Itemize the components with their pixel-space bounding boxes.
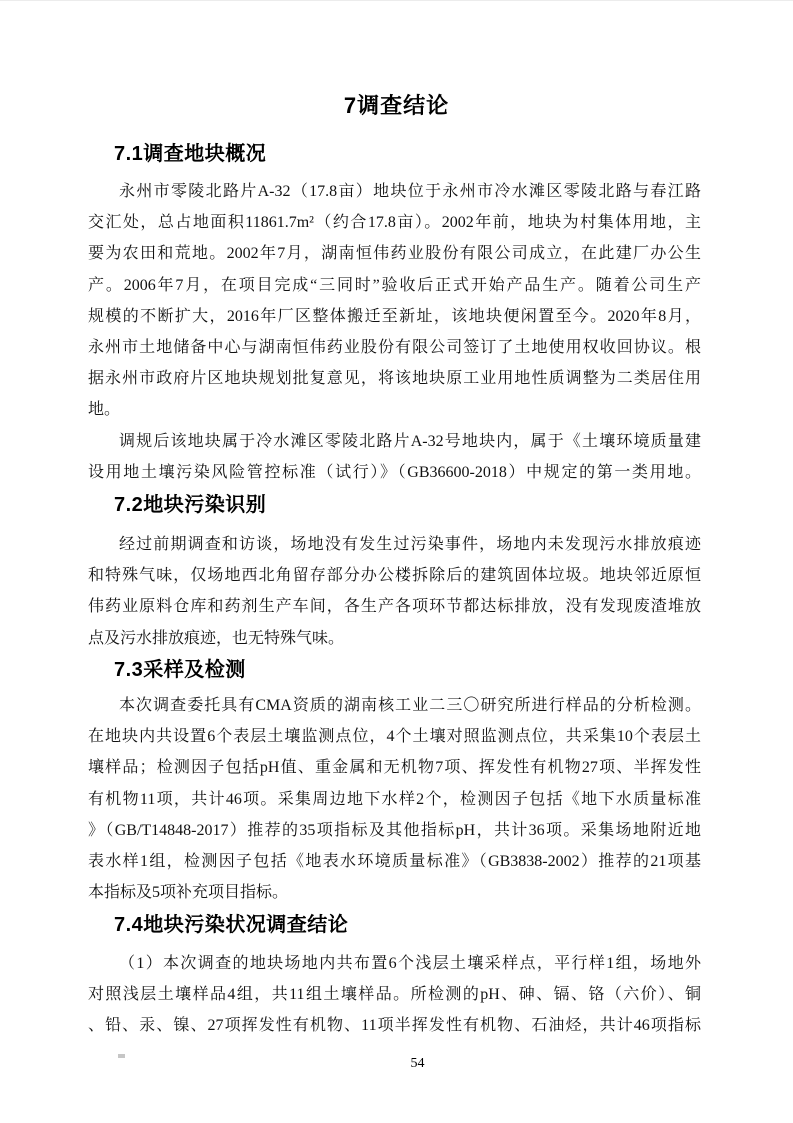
paragraph-line: （1）本次调查的地块场地内共布置6个浅层土壤采样点，平行样1组，场地外 [119, 955, 701, 972]
paragraph-line: 本次调查委托具有CMA资质的湖南核工业二三〇研究所进行样品的分析检测。 [119, 697, 701, 714]
paragraph-line: 有机物11项，共计46项。采集周边地下水样2个，检测因子包括《地下水质量标准 [88, 790, 701, 808]
paragraph-line: 壤样品；检测因子包括pH值、重金属和无机物7项、挥发性有机物27项、半挥发性 [88, 759, 701, 777]
paragraph-line: 对照浅层土壤样品4组，共11组土壤样品。所检测的pH、砷、镉、铬（六价）、铜 [88, 986, 701, 1004]
section-heading-7-3: 7.3采样及检测 [114, 659, 246, 681]
paragraph-line: 调规后该地块属于冷水滩区零陵北路片A-32号地块内，属于《土壤环境质量建 [119, 432, 701, 450]
section-heading-7-4: 7.4地块污染状况调查结论 [114, 914, 349, 936]
section-body-7-2 [88, 529, 701, 654]
paragraph-line: 产。2006年7月，在项目完成“三同时”验收后正式开始产品生产。随着公司生产 [88, 276, 701, 294]
paragraph-line: 伟药业原料仓库和药剂生产车间，各生产各项环节都达标排放，没有发现废渣堆放 [88, 598, 701, 616]
paragraph-line: 在地块内共设置6个表层土壤监测点位，4个土壤对照监测点位，共采集10个表层土 [88, 728, 701, 746]
paragraph-line: 》（GB/T14848-2017）推荐的35项指标及其他指标pH，共计36项。采集场地附近地 [88, 821, 701, 839]
section-body-7-3 [88, 690, 701, 908]
section-heading-7-1: 7.1调查地块概况 [114, 143, 267, 165]
document-title: 7调查结论 [343, 93, 450, 118]
paragraph-line: 设用地土壤污染风险管控标准（试行）》（GB36600-2018）中规定的第一类用地。 [88, 463, 701, 481]
paragraph-line: 永州市土地储备中心与湖南恒伟药业股份有限公司签订了土地使用权收回协议。根 [88, 338, 701, 356]
section-body-7-1 [88, 176, 701, 488]
paragraph-line: 、铅、汞、镍、27项挥发性有机物、11项半挥发性有机物、石油烃，共计46项指标 [88, 1017, 701, 1035]
page-number: 54 [410, 1056, 425, 1071]
paragraph-line: 永州市零陵北路片A-32（17.8亩）地块位于永州市冷水滩区零陵北路与春江路 [119, 183, 701, 200]
section-heading-7-2: 7.2地块污染识别 [114, 494, 267, 516]
paragraph-line: 要为农田和荒地。2002年7月，湖南恒伟药业股份有限公司成立，在此建厂办公生 [88, 245, 701, 263]
paragraph-line: 表水样1组，检测因子包括《地表水环境质量标准》（GB3838-2002）推荐的21项基 [88, 852, 701, 870]
section-body-7-4 [88, 948, 701, 1042]
paragraph [88, 948, 701, 1042]
paragraph-line: 交汇处，总占地面积11861.7m²（约合17.8亩）。2002年前，地块为村集体用地，主 [88, 214, 701, 232]
paragraph-line: 点及污水排放痕迹，也无特殊气味。 [88, 629, 345, 647]
paragraph-line: 经过前期调查和访谈，场地没有发生过污染事件，场地内未发现污水排放痕迹 [119, 536, 701, 553]
paragraph [88, 426, 701, 488]
paragraph-line: 和特殊气味，仅场地西北角留存部分办公楼拆除后的建筑固体垃圾。地块邻近原恒 [88, 567, 701, 585]
paragraph-line: 本指标及5项补充项目指标。 [88, 884, 289, 902]
paragraph-line: 规模的不断扩大，2016年厂区整体搬迁至新址，该地块便闲置至今。2020年8月， [88, 307, 701, 325]
paragraph-line: 据永州市政府片区地块规划批复意见，将该地块原工业用地性质调整为二类居住用 [88, 370, 701, 388]
paragraph [88, 690, 701, 908]
paragraph [88, 529, 701, 654]
paragraph [88, 176, 701, 426]
paragraph-line: 地。 [88, 401, 121, 419]
